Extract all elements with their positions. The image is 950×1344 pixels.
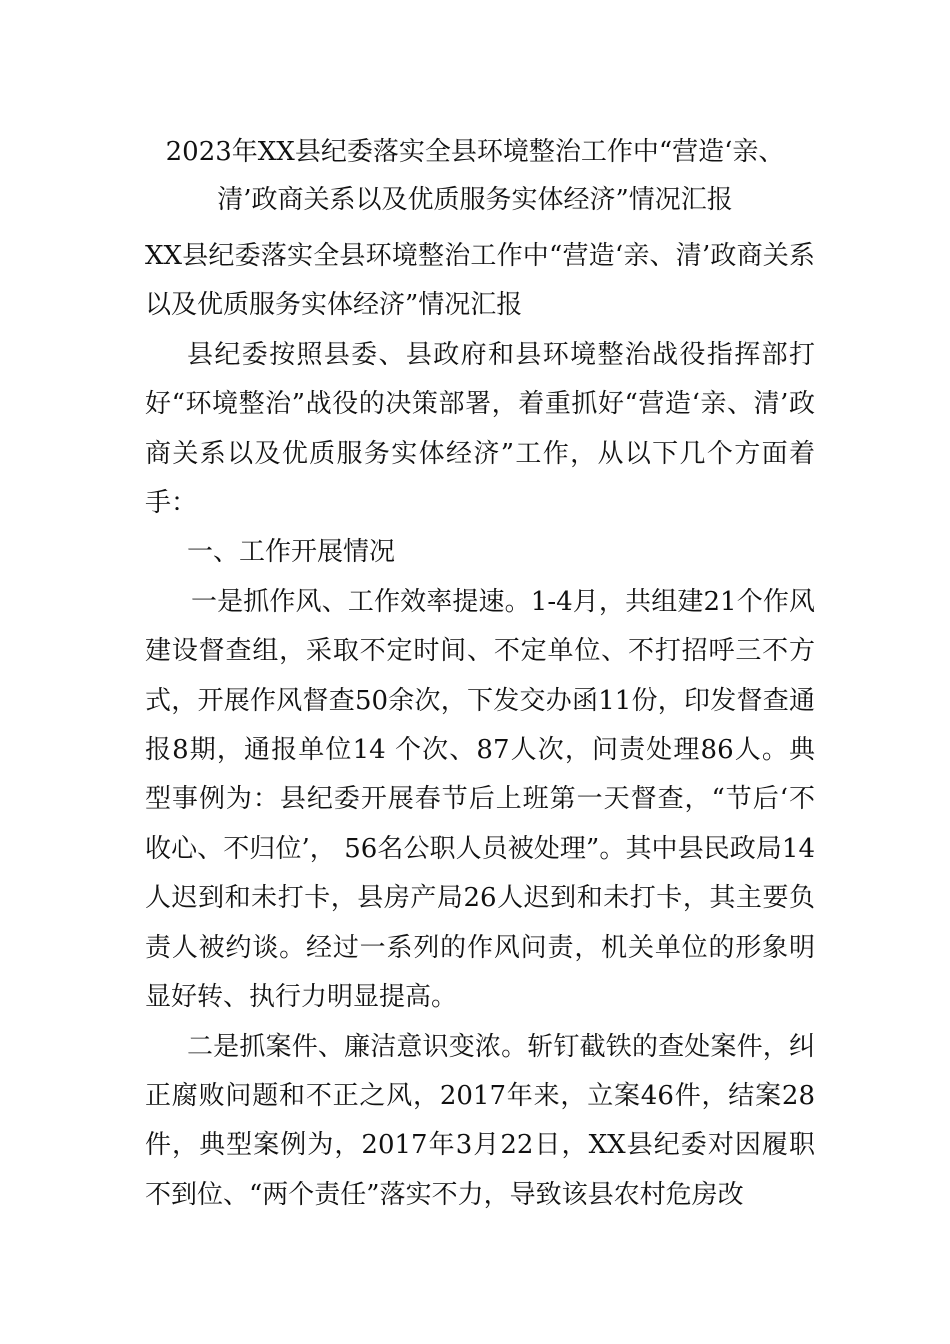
body-paragraph-2: 二是抓案件、廉洁意识变浓。斩钉截铁的查处案件，纠正腐败问题和不正之风，2017年来，立案46件，结案28件，典型案例为，2017年3月22日，XX县纪委对因履职不到位、“两个责任”落实不力，导致该县农村危房改 bbox=[145, 1031, 815, 1210]
document-title-line-2: 清’政商关系以及优质服务实体经济”情况汇报 bbox=[217, 185, 733, 215]
document-body bbox=[145, 232, 815, 1220]
document-title-line-1: 2023年XX县纪委落实全县环境整治工作中“营造‘亲、 bbox=[165, 137, 785, 167]
section-heading: 一、工作开展情况 bbox=[187, 537, 396, 568]
body-paragraph-1: 一是抓作风、工作效率提速。1-4月，共组建21个作风建设督查组，采取不定时间、不定单位、不打招呼三不方式，开展作风督查50余次，下发交办函11份，印发督查通报8期，通报单位14 个次、87人次，问责处理86人。典型事例为：县纪委开展春节后上班第一天督查，“节后‘不收心、不归位’， 56名公职人员被处理”。其中县民政局14人迟到和未打卡，县房产局26人迟到和未打卡，其主要负责人被约谈。经过一系列的作风问责，机关单位的形象明显好转、执行力明显提高。 bbox=[145, 586, 815, 1013]
intro-paragraph: 县纪委按照县委、县政府和县环境整治战役指挥部打好“环境整治”战役的决策部署，着重抓好“营造‘亲、清’政商关系以及优质服务实体经济”工作，从以下几个方面着手： bbox=[145, 339, 815, 519]
document-subtitle: XX县纪委落实全县环境整治工作中“营造‘亲、清’政商关系以及优质服务实体经济”情况汇报 bbox=[145, 241, 815, 321]
